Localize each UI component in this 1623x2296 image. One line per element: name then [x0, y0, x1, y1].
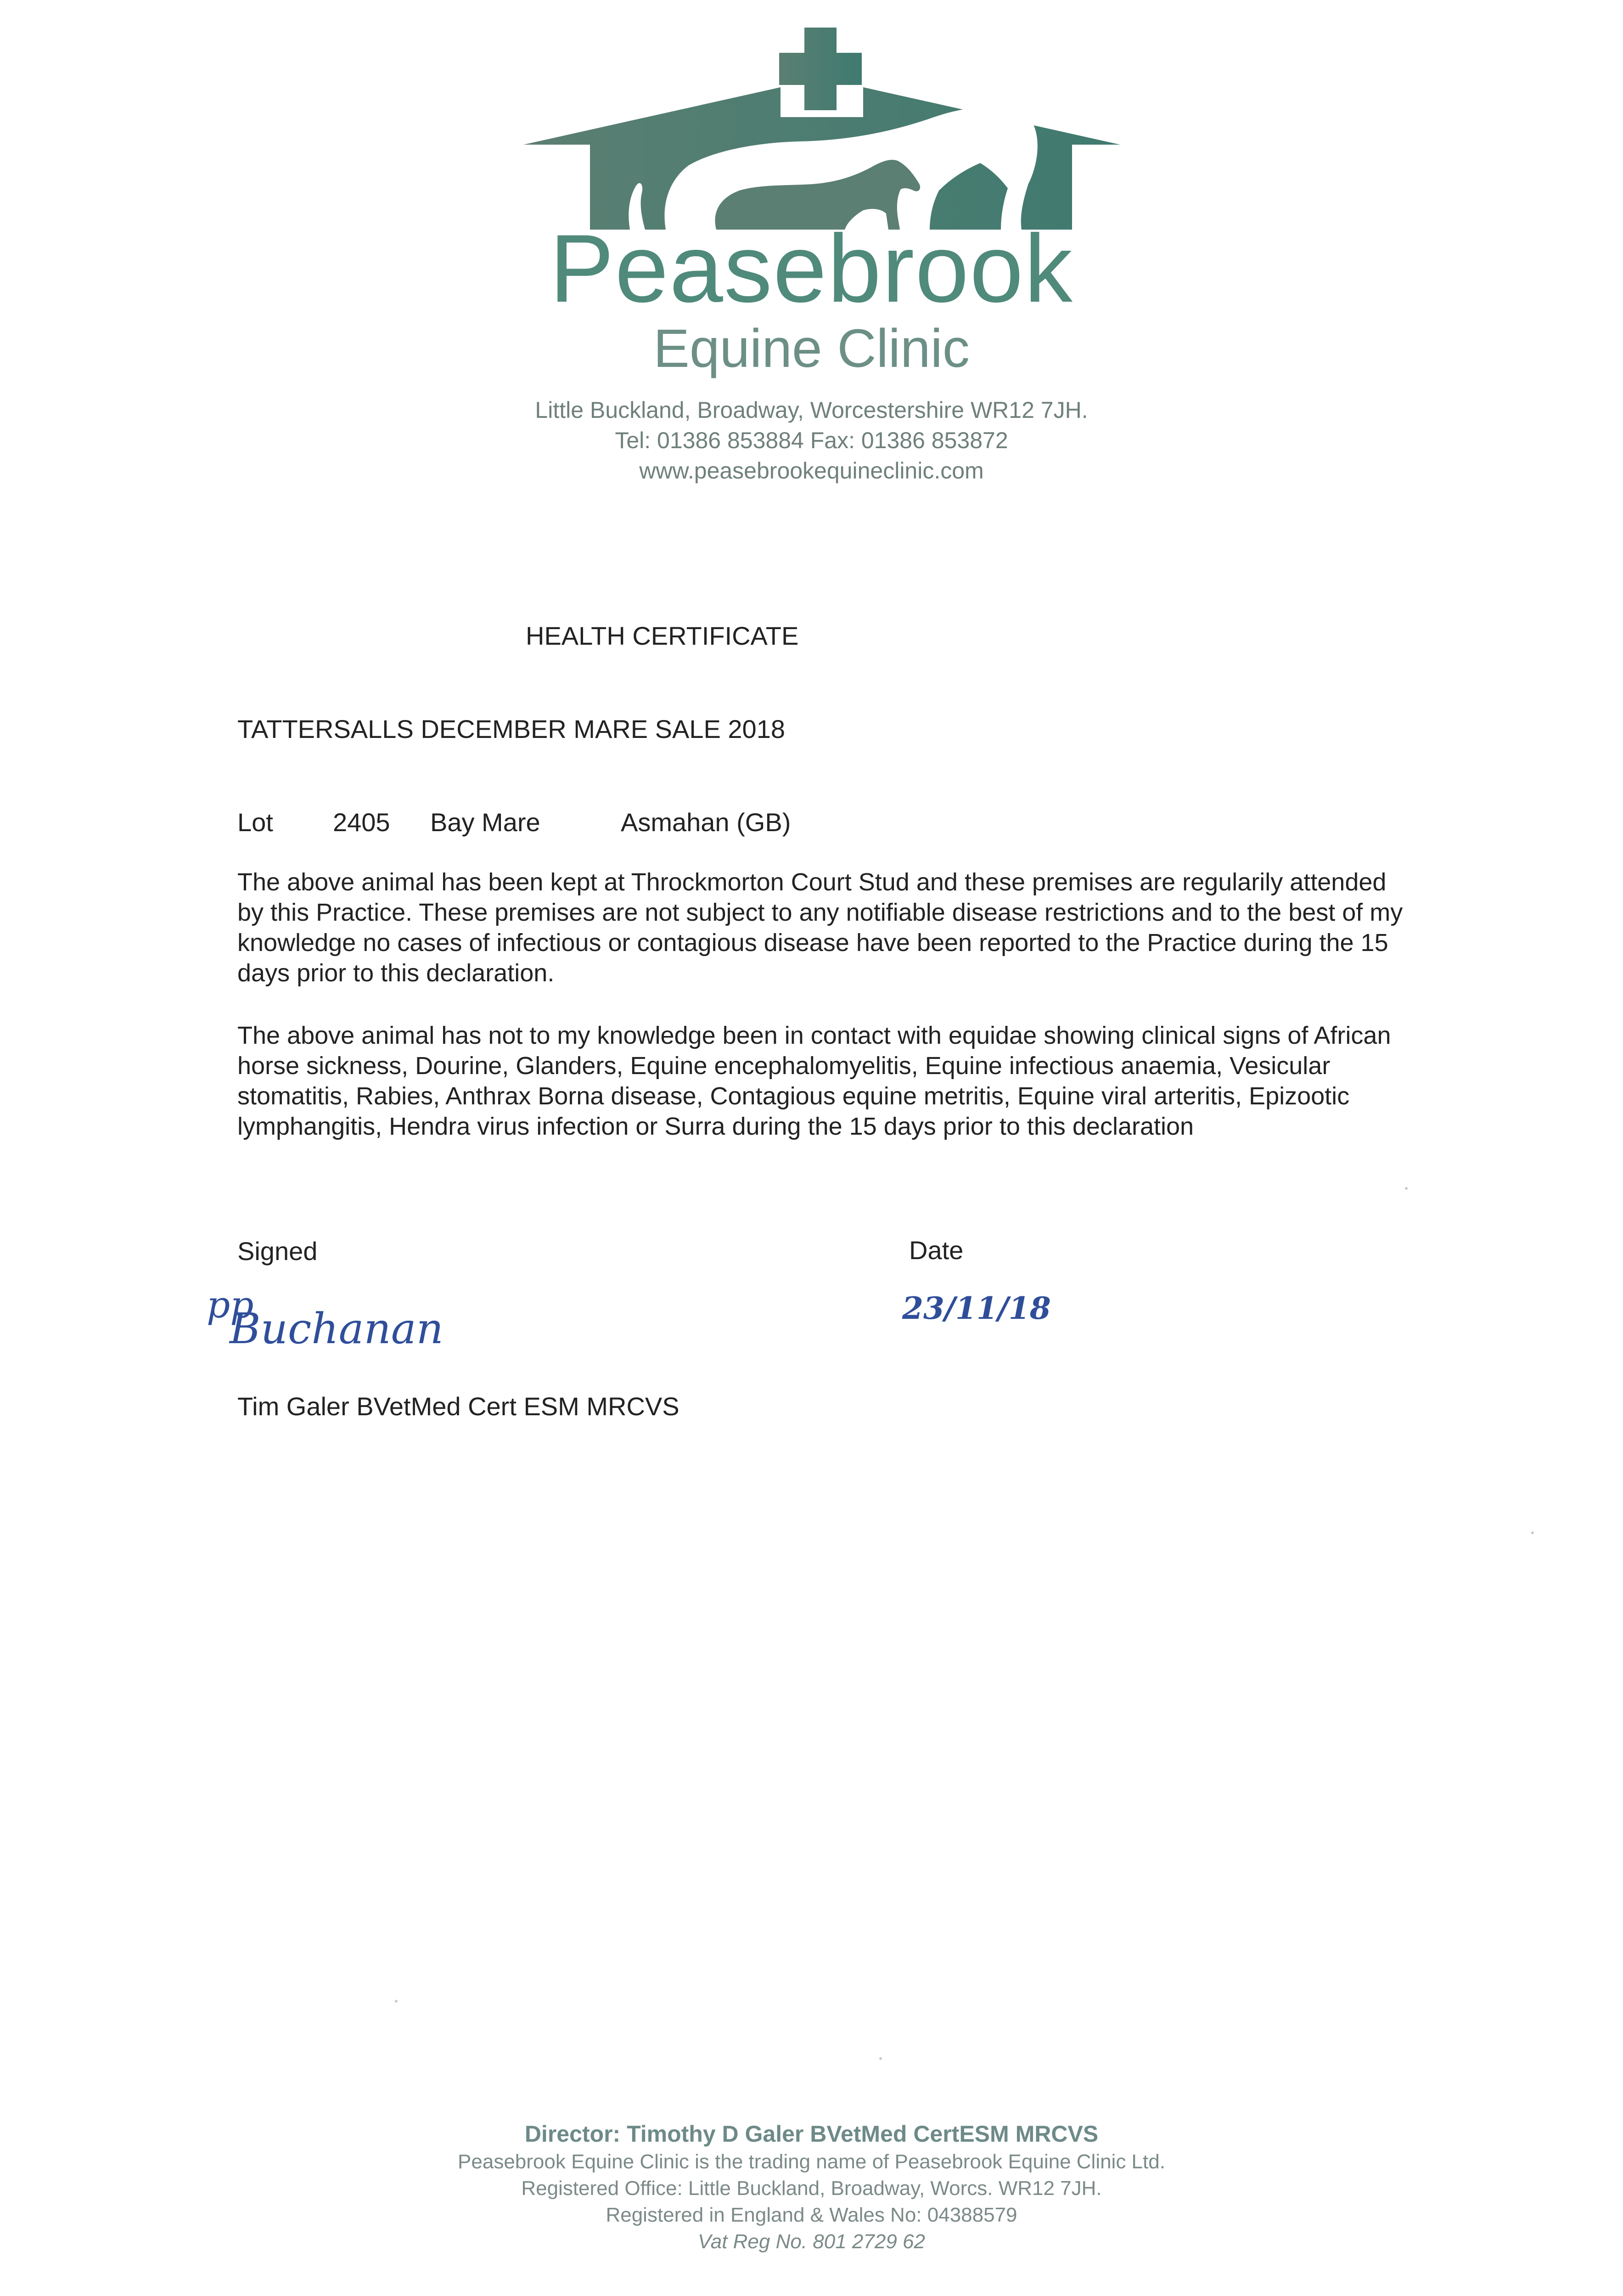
scan-speck: [1531, 1531, 1534, 1534]
signature-pp: pp: [207, 1283, 254, 1326]
footer-registered-office: Registered Office: Little Buckland, Broadway, Worcs. WR12 7JH.: [521, 2177, 1102, 2200]
declaration-paragraph-2: The above animal has not to my knowledge been in contact with equidae showing clinical signs of African horse sickness, Dourine, Glanders, Equine encephalomyelitis, Equine infectious anaemia, Vesicular stomatitis, Rabies, Anthrax Borna disease, Contagious equine metritis, Equine viral arteritis, Epizootic lymphangitis, Hendra virus infection or Surra during the 15 days prior to this declaration: [237, 1022, 1391, 1140]
sale-name: TATTERSALLS DECEMBER MARE SALE 2018: [237, 715, 785, 743]
clinic-logo-icon: [523, 28, 1120, 239]
scan-speck: [1405, 1187, 1408, 1190]
horse-name: Asmahan (GB): [621, 808, 791, 837]
lot-number: 2405: [333, 808, 390, 837]
signed-label: Signed: [237, 1237, 318, 1266]
clinic-contact-block: [0, 395, 1623, 486]
scan-speck: [395, 2000, 398, 2003]
footer-registration: Registered in England & Wales No: 04388579: [606, 2204, 1017, 2226]
clinic-phone-fax: Tel: 01386 853884 Fax: 01386 853872: [615, 428, 1008, 453]
footer: [0, 2119, 1623, 2255]
footer-director: Director: Timothy D Galer BVetMed CertESM MRCVS: [524, 2121, 1099, 2147]
clinic-website: www.peasebrookequineclinic.com: [639, 458, 984, 484]
scan-speck: [879, 2057, 882, 2060]
date-label: Date: [909, 1236, 964, 1265]
clinic-subtitle: Equine Clinic: [653, 318, 970, 379]
certificate-title: HEALTH CERTIFICATE: [526, 621, 799, 650]
clinic-address: Little Buckland, Broadway, Worcestershire WR12 7JH.: [535, 397, 1088, 423]
horse-description: Bay Mare: [430, 808, 540, 837]
handwritten-date: 23/11/18: [902, 1290, 1051, 1326]
lot-label: Lot: [237, 808, 273, 837]
signature: Buchanan: [230, 1304, 444, 1353]
clinic-name: Peasebrook: [550, 214, 1073, 322]
declaration-paragraph-1: The above animal has been kept at Throckmorton Court Stud and these premises are regularily attended by this Practice. These premises are not subject to any notifiable disease restrictions and to the best of my knowledge no cases of infectious or contagious disease have been reported to the Practice during the 15 days prior to this declaration.: [237, 868, 1403, 987]
signatory-name: Tim Galer BVetMed Cert ESM MRCVS: [237, 1392, 680, 1421]
footer-vat: Vat Reg No. 801 2729 62: [698, 2230, 925, 2253]
footer-trading-name: Peasebrook Equine Clinic is the trading name of Peasebrook Equine Clinic Ltd.: [458, 2150, 1165, 2173]
